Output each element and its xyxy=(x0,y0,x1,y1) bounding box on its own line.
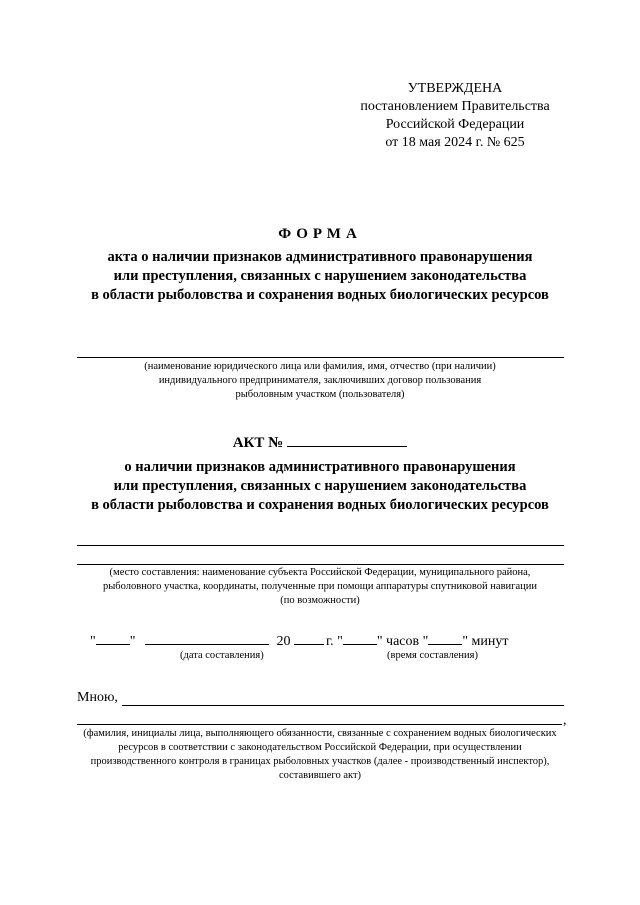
act-subtitle-line: в области рыболовства и сохранения водных биологических ресурсов xyxy=(91,497,549,513)
place-note-line: (место составления: наименование субъекта Российской Федерации, муниципального района, xyxy=(109,567,531,578)
org-note-line: индивидуального предпринимателя, заключивших договор пользования xyxy=(158,375,482,386)
act-subtitle xyxy=(60,458,580,515)
inspector-line-2[interactable] xyxy=(77,724,562,725)
hours-field[interactable] xyxy=(343,632,377,645)
inspector-note-line: ресурсов в соответствии с законодательством Российской Федерации, при осуществлении xyxy=(118,742,522,753)
quote: " xyxy=(129,634,136,649)
act-title xyxy=(60,432,580,452)
place-line-2[interactable] xyxy=(77,564,564,565)
approval-line: постановлением Правительства xyxy=(360,99,550,114)
inspector-note xyxy=(60,727,580,783)
inspector-note-line: производственного контроля в границах рыболовных участков (далее - производственный инспектор), xyxy=(90,756,550,767)
comma: , xyxy=(563,713,567,728)
quote: " xyxy=(90,634,96,649)
form-heading: ФОРМА xyxy=(278,226,362,242)
inspector-note-line: составившего акт) xyxy=(278,770,362,781)
year-field[interactable] xyxy=(294,632,324,645)
act-number-field[interactable] xyxy=(287,432,407,447)
approval-block xyxy=(330,80,580,152)
time-label: (время составления) xyxy=(387,650,478,661)
approval-line: от 18 мая 2024 г. № 625 xyxy=(385,135,525,150)
org-name-line[interactable] xyxy=(77,357,564,358)
place-note-line: (по возможности) xyxy=(280,595,360,606)
approval-status: УТВЕРЖДЕНА xyxy=(407,81,503,96)
act-subtitle-line: или преступления, связанных с нарушением законодательства xyxy=(113,478,527,494)
inspector-note-line: (фамилия, инициалы лица, выполняющего обязанности, связанные с сохранением водных биологических xyxy=(83,728,557,739)
form-title xyxy=(60,248,580,305)
day-field[interactable] xyxy=(96,632,130,645)
place-note xyxy=(60,566,580,608)
inspector-line-1[interactable] xyxy=(122,705,564,706)
act-title-text: АКТ № xyxy=(232,435,284,451)
minutes-label: " минут xyxy=(462,634,509,649)
org-note xyxy=(60,360,580,402)
form-title-line: акта о наличии признаков административного правонарушения xyxy=(107,249,533,265)
month-field[interactable] xyxy=(145,632,269,645)
date-time-row xyxy=(90,632,509,650)
date-label: (дата составления) xyxy=(180,650,264,661)
org-note-line: (наименование юридического лица или фамилия, имя, отчество (при наличии) xyxy=(144,361,496,372)
by-me-label: Мною, xyxy=(77,690,118,705)
hours-label: " часов " xyxy=(376,634,429,649)
act-subtitle-line: о наличии признаков административного правонарушения xyxy=(124,459,516,475)
year-suffix: г. " xyxy=(325,634,343,649)
form-title-line: в области рыболовства и сохранения водных биологических ресурсов xyxy=(91,287,549,303)
place-line-1[interactable] xyxy=(77,545,564,546)
minutes-field[interactable] xyxy=(428,632,462,645)
approval-line: Российской Федерации xyxy=(385,117,525,132)
place-note-line: рыболовного участка, координаты, полученные при помощи аппаратуры спутниковой навигации xyxy=(102,581,537,592)
org-note-line: рыболовным участком (пользователя) xyxy=(235,389,405,400)
form-title-line: или преступления, связанных с нарушением законодательства xyxy=(113,268,527,284)
year-prefix: 20 xyxy=(276,634,291,649)
